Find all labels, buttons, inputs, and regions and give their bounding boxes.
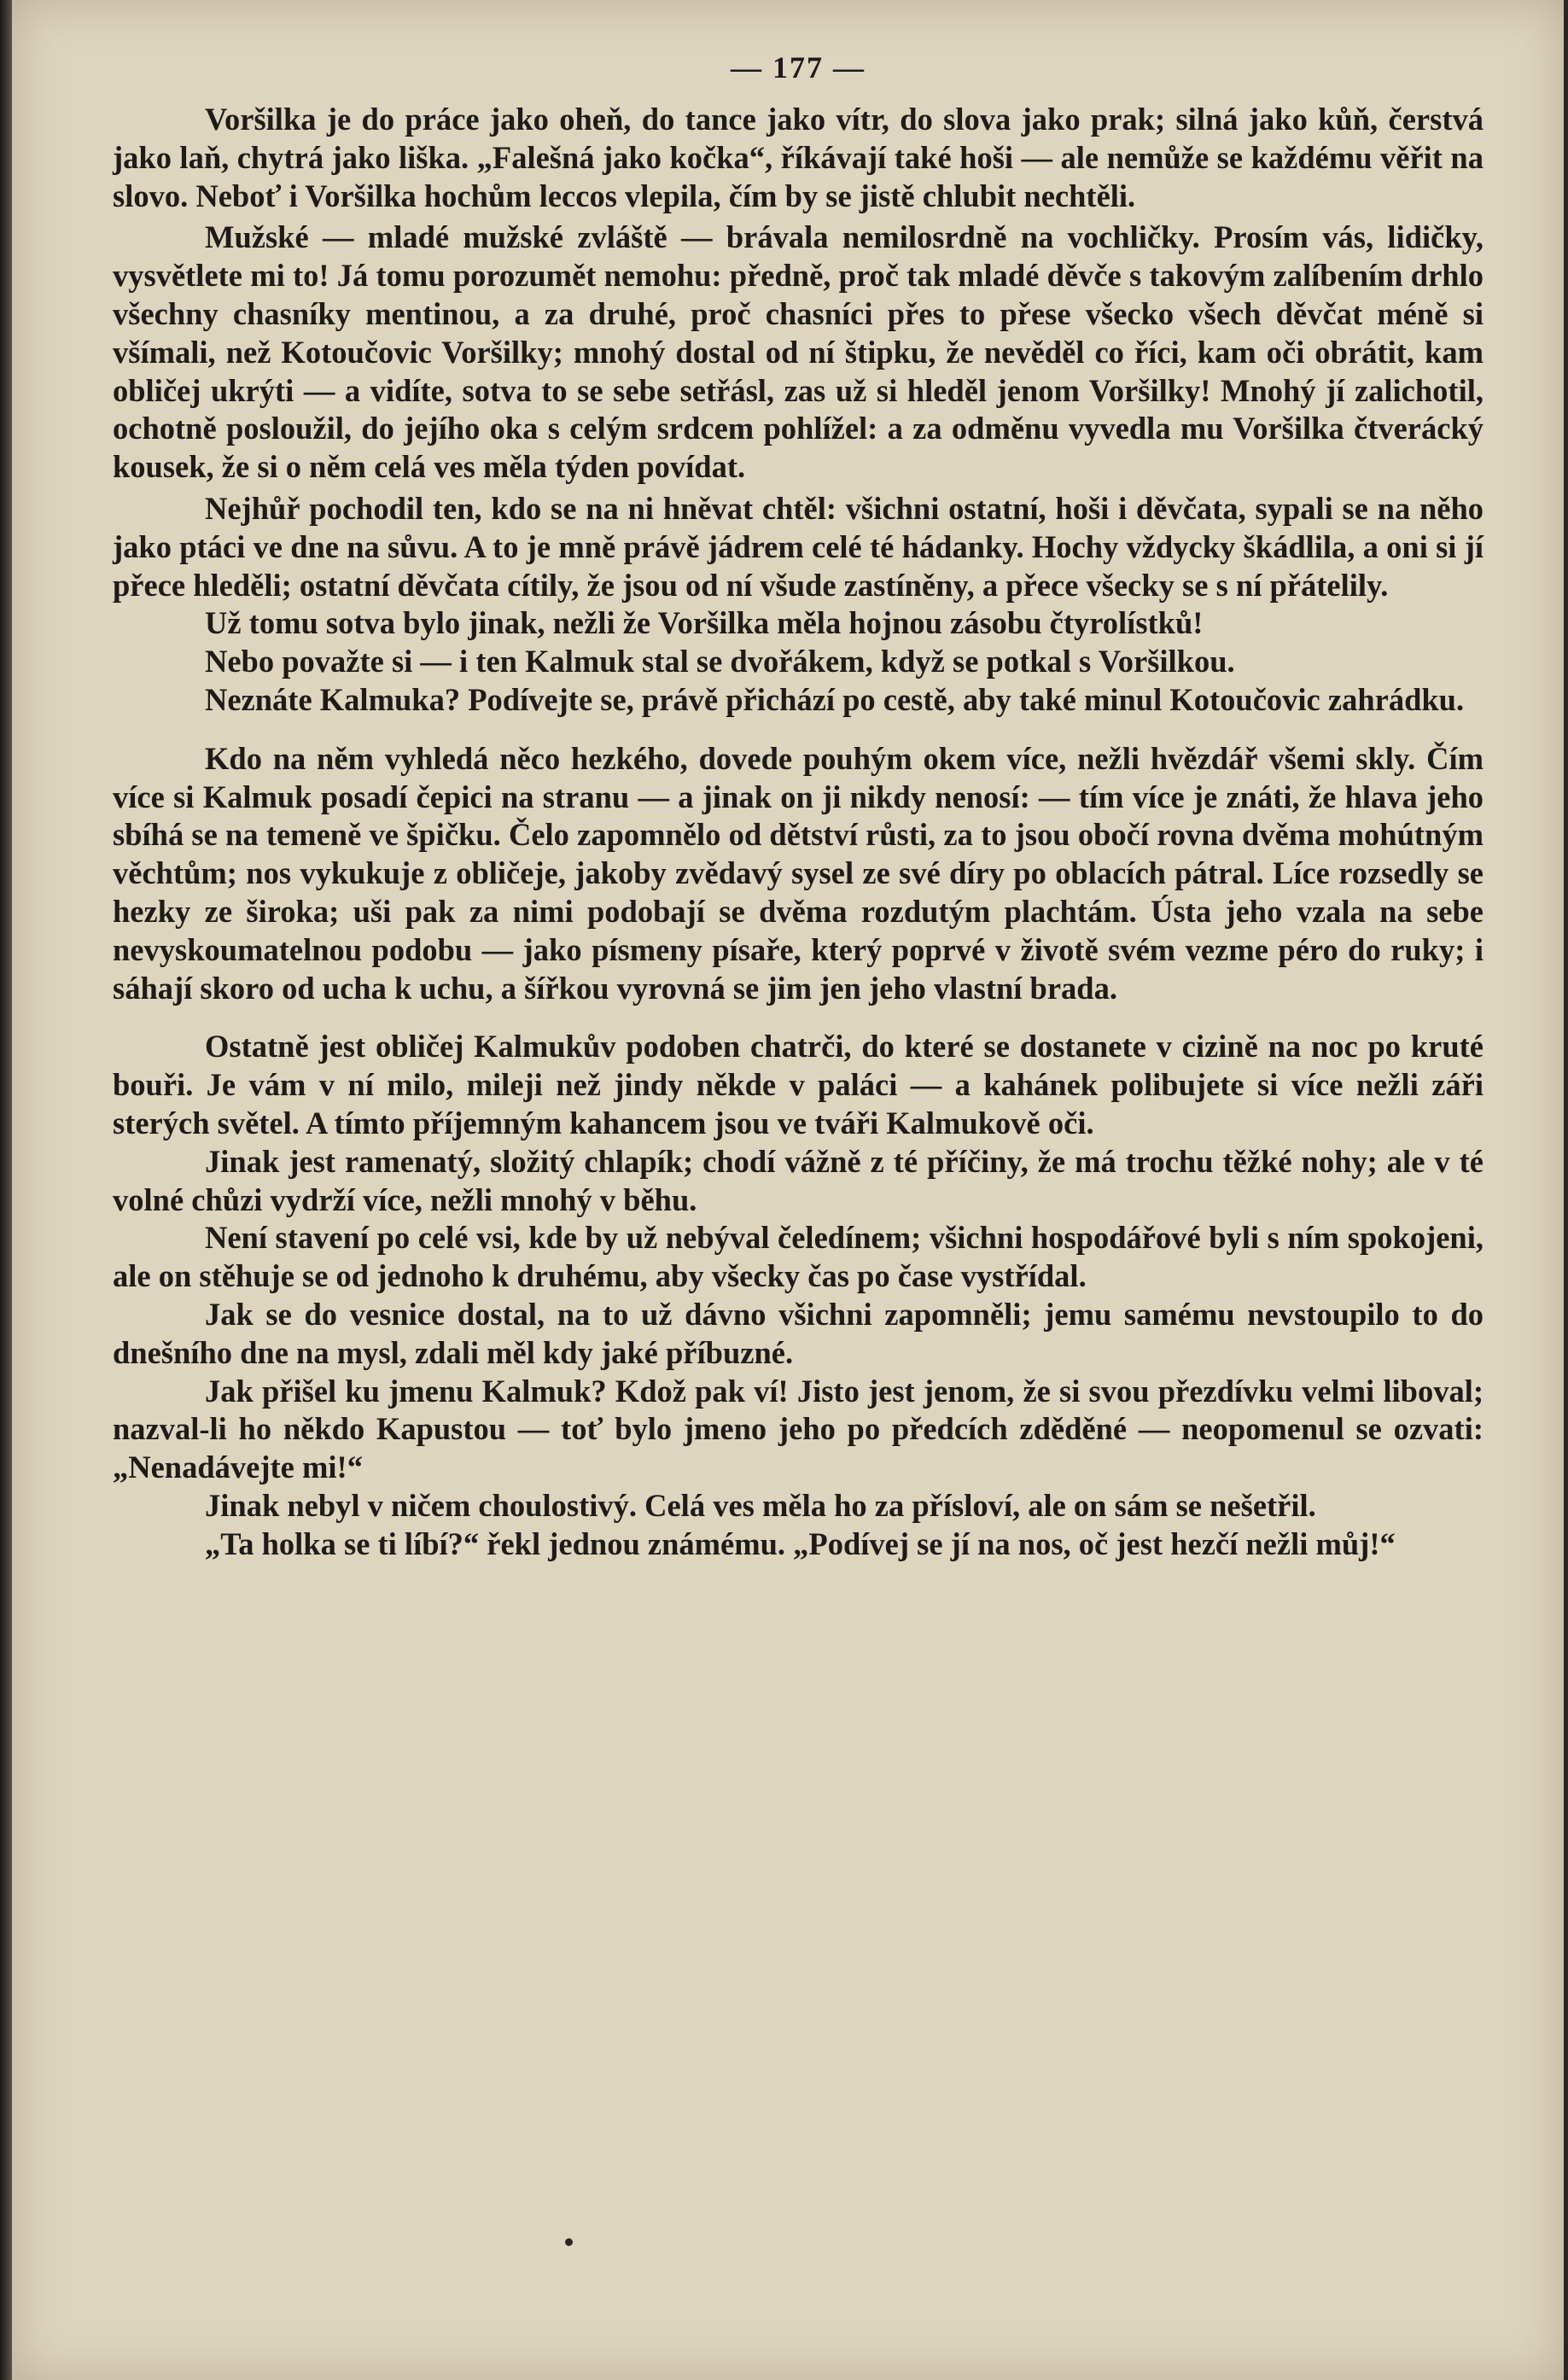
book-page	[12, 0, 1564, 2380]
paragraph: Nebo považte si — i ten Kalmuk stal se dvořákem, když se potkal s Voršilkou.	[205, 644, 1235, 680]
paragraph: Jinak nebyl v ničem choulostivý. Celá ves měla ho za přísloví, ale on sám se nešetřil.	[205, 1487, 1316, 1523]
paragraph: Není stavení po celé vsi, kde by už nebýval čeledínem; všichni hospodářové byli s ním spokojeni, ale on stěhuje se od jednoho k druhému, aby všecky čas po čase vystřídal.	[113, 1220, 1483, 1294]
paragraph: Neznáte Kalmuka? Podívejte se, právě přichází po cestě, aby také minul Kotoučovic zahrádku.	[205, 681, 1465, 717]
page-text-block	[113, 34, 1483, 1563]
page-number: — 177 —	[731, 50, 866, 85]
paragraph: Nejhůř pochodil ten, kdo se na ni hněvat chtěl: všichni ostatní, hoši i děvčata, sypali se na něho jako ptáci ve dne na sůvu. A to je mně právě jádrem celé té hádanky. Hochy vždycky škádlila, a oni si jí přece hleděli; ostatní děvčata cítily, že jsou od ní všude zastíněny, a přece všecky se s ní přátelily.	[113, 490, 1483, 603]
book-spine-edge	[0, 0, 12, 2380]
paragraph: Jak přišel ku jmenu Kalmuk? Kdož pak ví! Jisto jest jenom, že si svou přezdívku velmi liboval; nazval-li ho někdo Kapustou — toť bylo jmeno jeho po předcích zděděné — neopomenul se ozvati: „Nenadávejte mi!“	[113, 1373, 1483, 1485]
paragraph: Už tomu sotva bylo jinak, nežli že Voršilka měla hojnou zásobu čtyrolístků!	[205, 605, 1204, 641]
paragraph: Voršilka je do práce jako oheň, do tance jako vítr, do slova jako prak; silná jako kůň, čerstvá jako laň, chytrá jako liška. „Falešná jako kočka“, říkávají také hoši — ale nemůže se každému věřit na slovo. Neboť i Voršilka hochům leccos vlepila, čím by se jistě chlubit nechtěli.	[113, 102, 1483, 213]
paragraph: Mužské — mladé mužské zvláště — brávala nemilosrdně na vochličky. Prosím vás, lidičky, vysvětlete mi to! Já tomu porozumět nemohu: předně, proč tak mladé děvče s takovým zalíbením drhlo všechny chasníky mentinou, a za druhé, proč chasníci přes to přese všecko všech děvčat méně si všímali, než Kotoučovic Voršilky; mnohý dostal od ní štipku, že nevěděl co říci, kam oči obrátit, kam obličej ukrýti — a vidíte, sotva to se sebe setřásl, zas už si hleděl jenom Voršilky! Mnohý jí zalichotil, ochotně posloužil, do jejího oka s celým srdcem pohlížel: a za odměnu vyvedla mu Voršilka čtverácký kousek, že si o něm celá ves měla týden povídat.	[113, 219, 1483, 485]
paragraph: „Ta holka se ti líbí?“ řekl jednou známému. „Podívej se jí na nos, oč jest hezčí nežli můj!“	[205, 1525, 1396, 1561]
paragraph: Kdo na něm vyhledá něco hezkého, dovede pouhým okem více, nežli hvězdář všemi skly. Čím více si Kalmuk posadí čepici na stranu — a jinak on ji nikdy nenosí: — tím více je znáti, že hlava jeho sbíhá se na temeně ve špičku. Čelo zapomnělo od dětství růsti, za to jsou obočí rovna dvěma mohútným věchtům; nos vykukuje z obličeje, jakoby zvědavý sysel ze své díry po oblacích pátral. Líce rozsedly se hezky ze široka; uši pak za nimi podobají se dvěma rozdutým plachtám. Ústa jeho vzala na sebe nevyskoumatelnou podobu — jako písmeny písaře, který poprvé v životě svém vezme péro do ruky; i sáhají skoro od ucha k uchu, a šířkou vyrovná se jim jen jeho vlastní brada.	[113, 740, 1483, 1006]
print-mark-dot	[565, 2238, 573, 2246]
paragraph: Ostatně jest obličej Kalmukův podoben chatrči, do které se dostanete v cizině na noc po kruté bouři. Je vám v ní milo, mileji než jindy někde v paláci — a kahánek polibujete si více nežli záři sterých světel. A tímto příjemným kahancem jsou ve tváři Kalmukově oči.	[113, 1029, 1483, 1140]
paragraph: Jinak jest ramenatý, složitý chlapík; chodí vážně z té příčiny, že má trochu těžké nohy; ale v té volné chůzi vydrží více, nežli mnohý v běhu.	[113, 1143, 1483, 1217]
paragraph: Jak se do vesnice dostal, na to už dávno všichni zapomněli; jemu samému nevstoupilo to do dnešního dne na mysl, zdali měl kdy jaké příbuzné.	[113, 1296, 1483, 1370]
